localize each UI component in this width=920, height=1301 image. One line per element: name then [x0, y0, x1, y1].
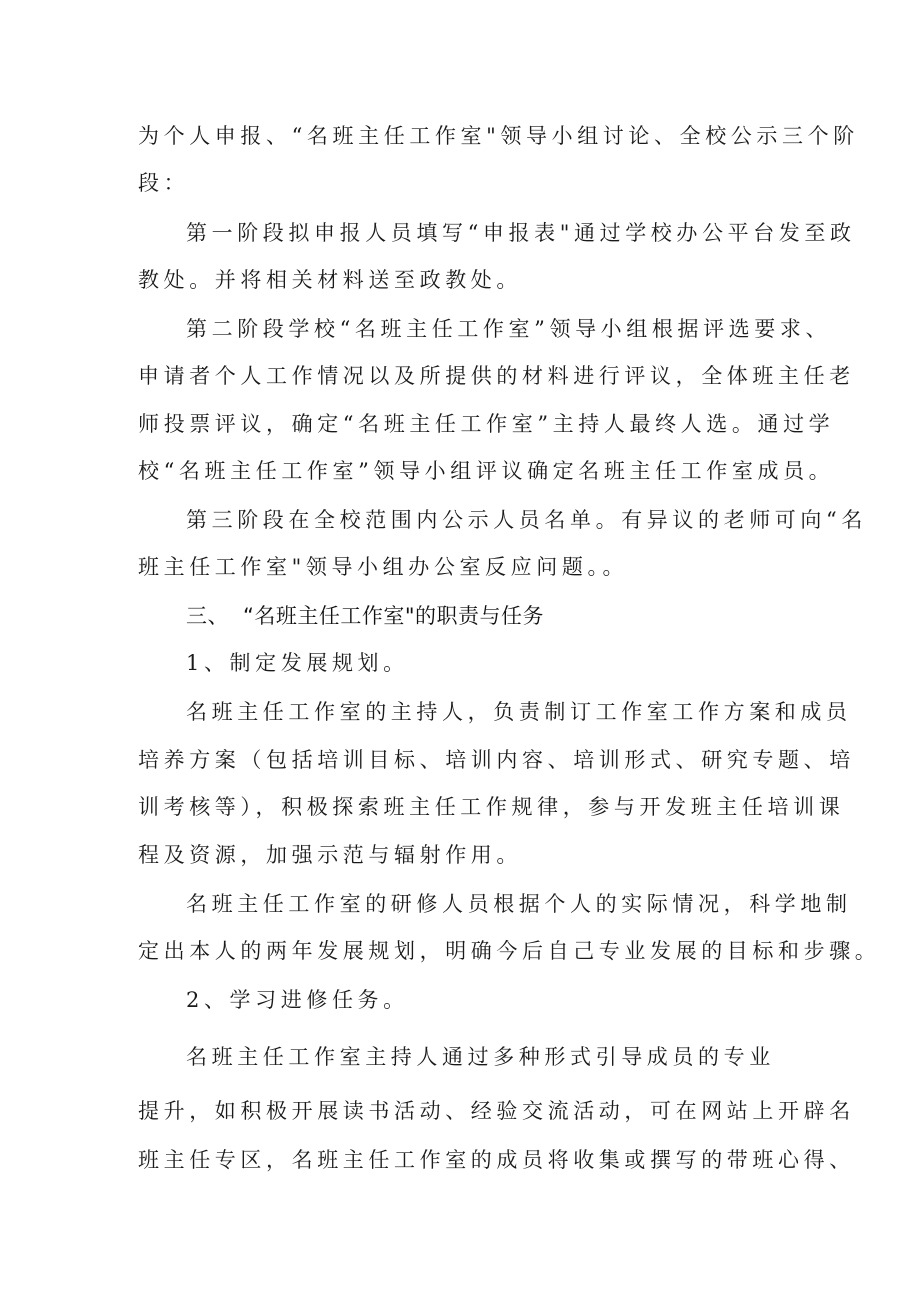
paragraph-line: 名班主任工作室的主持人，负责制订工作室工作方案和成员 — [186, 700, 852, 724]
paragraph-line: 班主任专区，名班主任工作室的成员将收集或撰写的带班心得、 — [138, 1148, 855, 1172]
paragraph-line: 申请者个人工作情况以及所提供的材料进行评议，全体班主任老 — [138, 364, 855, 388]
paragraph-line: 师投票评议，确定“名班主任工作室”主持人最终人选。通过学 — [138, 412, 835, 436]
paragraph-line: 培养方案（包括培训目标、培训内容、培训形式、研究专题、培 — [138, 748, 855, 772]
paragraph-line: 第一阶段拟申报人员填写“申报表"通过学校办公平台发至政 — [186, 221, 856, 245]
paragraph-line: 第二阶段学校“名班主任工作室”领导小组根据评选要求、 — [186, 317, 832, 341]
paragraph-line: 名班主任工作室的研修人员根据个人的实际情况，科学地制 — [186, 892, 852, 916]
paragraph-line: 名班主任工作室主持人通过多种形式引导成员的专业 — [186, 1045, 775, 1069]
paragraph-line: 教处。并将相关材料送至政教处。 — [138, 268, 522, 292]
paragraph-line: 为个人申报、“名班主任工作室"领导小组讨论、全校公示三个阶 — [138, 124, 859, 148]
paragraph-line: 提升，如积极开展读书活动、经验交流活动，可在网站上开辟名 — [138, 1099, 855, 1123]
paragraph-line: 段： — [138, 171, 190, 195]
paragraph-line: 班主任工作室"领导小组办公室反应问题。。 — [138, 555, 629, 579]
paragraph-line: 第三阶段在全校范围内公示人员名单。有异议的老师可向“名 — [186, 508, 867, 532]
section-heading-number: 三、 — [186, 604, 229, 628]
paragraph-line: 校“名班主任工作室”领导小组评议确定名班主任工作室成员。 — [138, 459, 835, 483]
section-heading — [186, 601, 544, 631]
subsection-heading: 1、制定发展规划。 — [186, 651, 409, 675]
paragraph-line: 定出本人的两年发展规划，明确今后自己专业发展的目标和步骤。 — [138, 939, 881, 963]
paragraph-line: 训考核等），积极探索班主任工作规律，参与开发班主任培训课 — [138, 795, 845, 819]
section-heading-title: “名班主任工作室"的职责与任务 — [243, 604, 545, 628]
subsection-heading: 2、学习进修任务。 — [186, 988, 409, 1012]
paragraph-line: 程及资源，加强示范与辐射作用。 — [138, 843, 522, 867]
